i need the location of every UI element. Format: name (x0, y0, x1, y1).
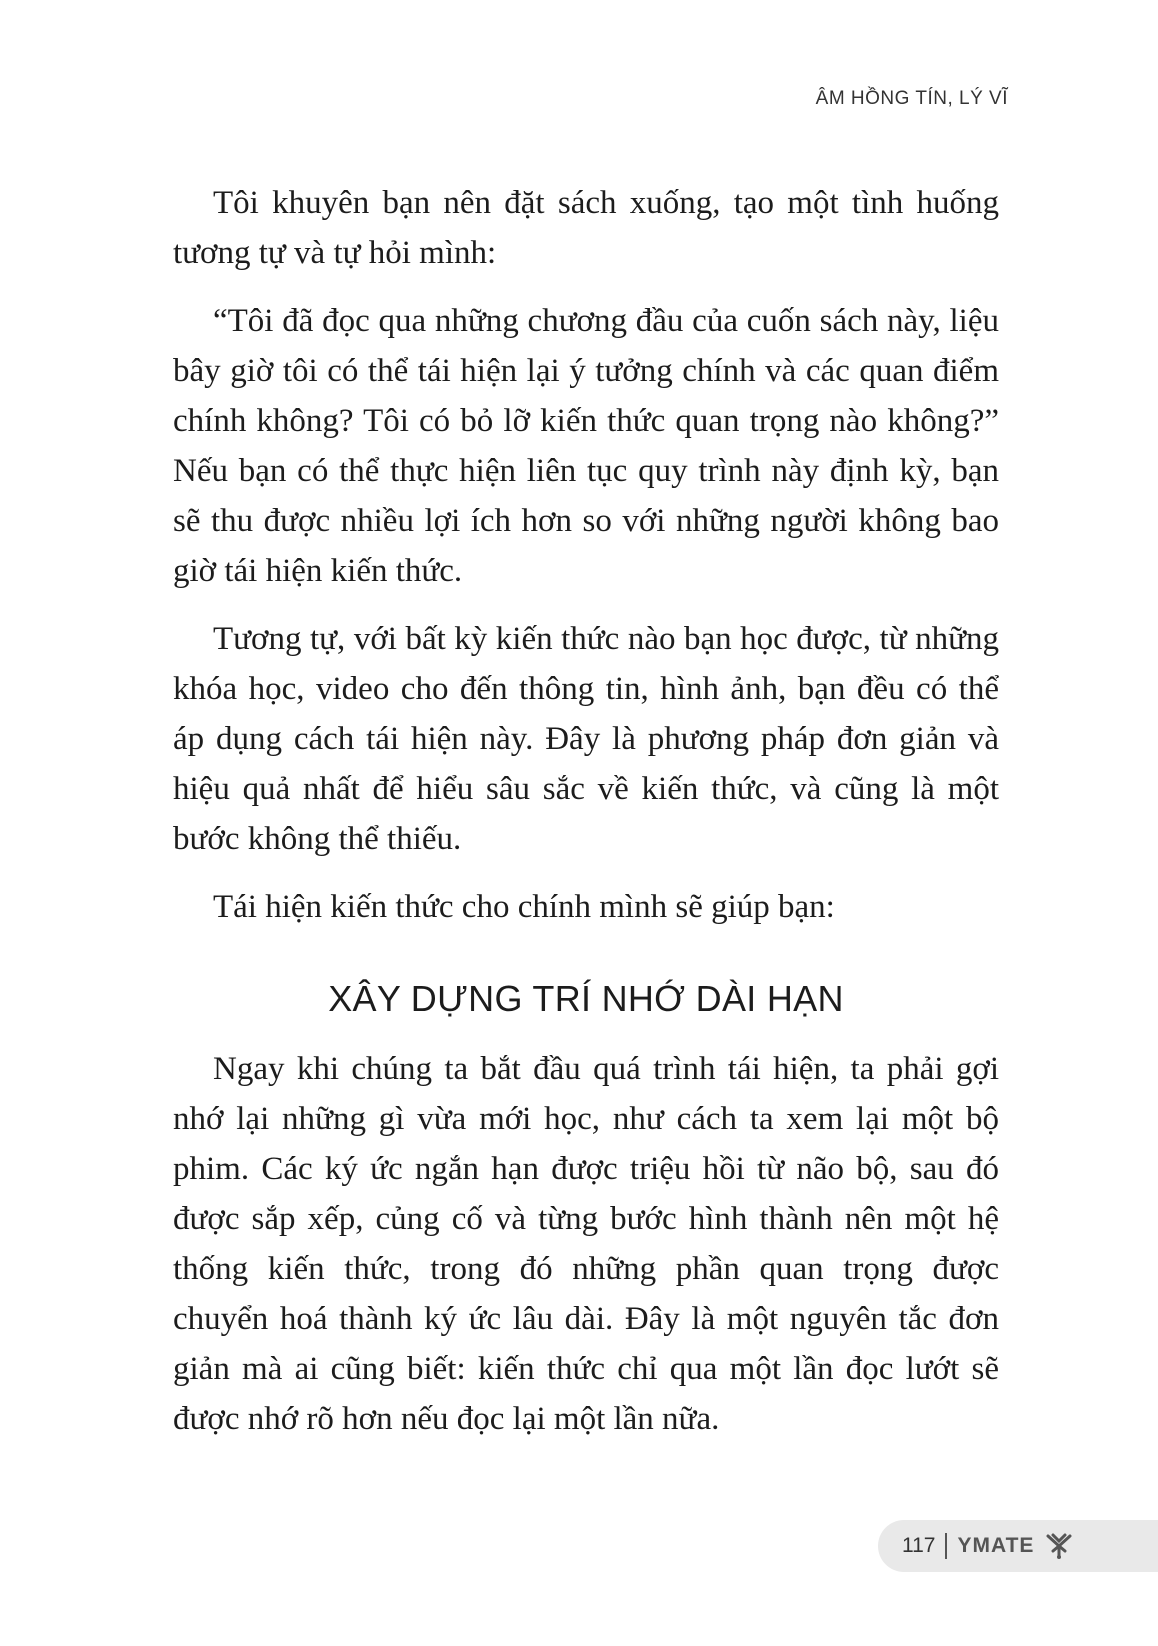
running-head: ÂM HỒNG TÍN, LÝ VĨ (815, 88, 1008, 109)
brand-name: YMATE (957, 1534, 1035, 1557)
body-paragraph: Tương tự, với bất kỳ kiến thức nào bạn học được, từ những khóa học, video cho đến thông tin, hình ảnh, bạn đều có thể áp dụng cách tái hiện này. Đây là phương pháp đơn giản và hiệu quả nhất để hiểu sâu sắc về kiến thức, và cũng là một bước không thể thiếu. (173, 621, 999, 857)
body-paragraph: “Tôi đã đọc qua những chương đầu của cuốn sách này, liệu bây giờ tôi có thể tái hiện lại ý tưởng chính và các quan điểm chính không? Tôi có bỏ lỡ kiến thức quan trọng nào không?” Nếu bạn có thể thực hiện liên tục quy trình này định kỳ, bạn sẽ thu được nhiều lợi ích hơn so với những người không bao giờ tái hiện kiến thức. (173, 303, 999, 589)
body-paragraph: Ngay khi chúng ta bắt đầu quá trình tái hiện, ta phải gợi nhớ lại những gì vừa mới học, như cách ta xem lại một bộ phim. Các ký ức ngắn hạn được triệu hồi từ não bộ, sau đó được sắp xếp, củng cố và từng bước hình thành nên một hệ thống kiến thức, trong đó những phần quan trọng được chuyển hoá thành ký ức lâu dài. Đây là một nguyên tắc đơn giản mà ai cũng biết: kiến thức chỉ qua một lần đọc lướt sẽ được nhớ rõ hơn nếu đọc lại một lần nữa. (173, 1051, 999, 1437)
body-paragraph: Tôi khuyên bạn nên đặt sách xuống, tạo một tình huống tương tự và tự hỏi mình: (173, 185, 999, 271)
section-heading: XÂY DỰNG TRÍ NHỚ DÀI HẠN (328, 978, 844, 1019)
ymate-logo-icon (1044, 1532, 1074, 1560)
page-body (173, 178, 999, 1444)
page-footer (878, 1520, 1158, 1572)
body-paragraph: Tái hiện kiến thức cho chính mình sẽ giúp bạn: (213, 889, 835, 925)
page-number: 117 (902, 1534, 936, 1557)
footer-divider (945, 1533, 947, 1559)
